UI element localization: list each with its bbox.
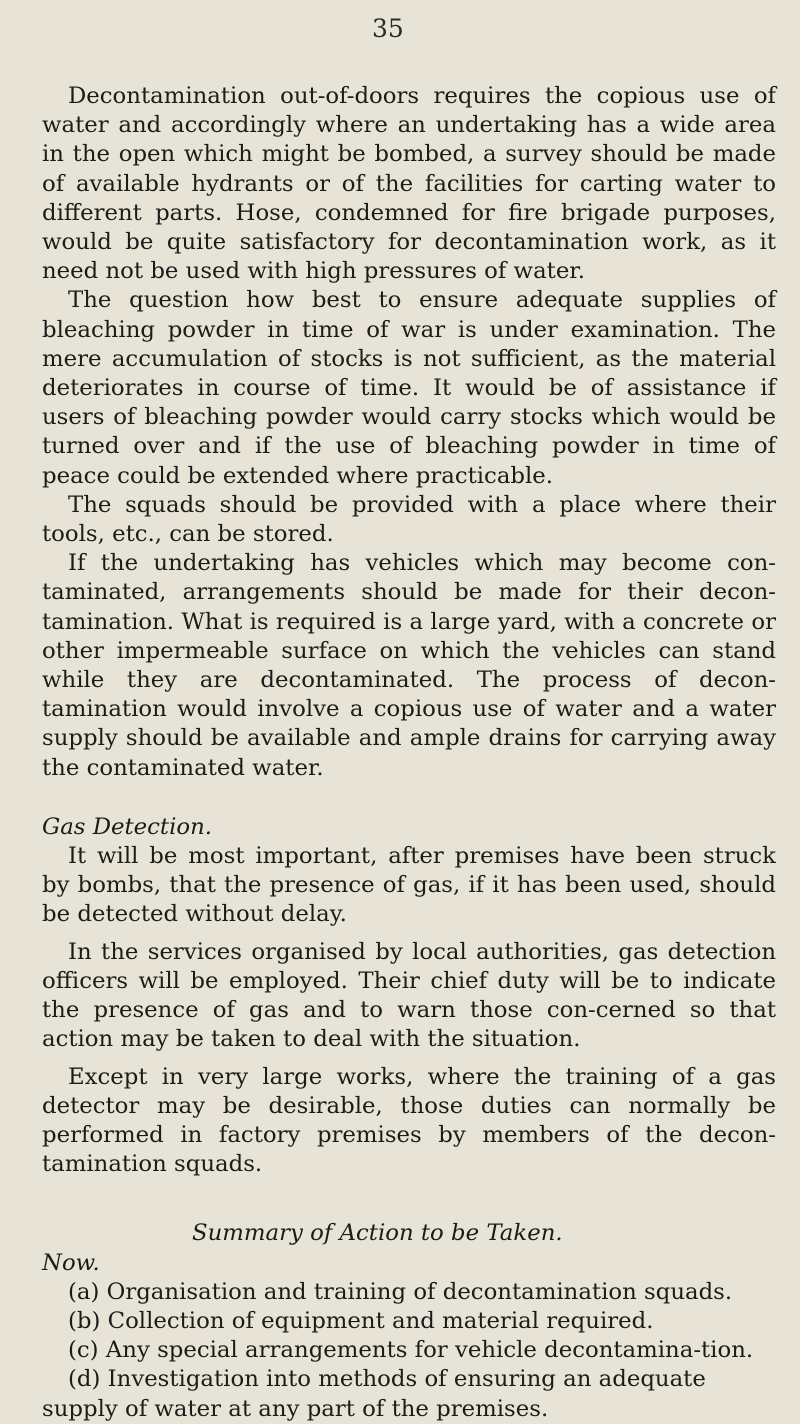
section-heading-summary: Summary of Action to be Taken. [192,1220,563,1247]
list-item: (b) Collection of equipment and material required. [68,1307,654,1334]
section-heading-gas-detection: Gas Detection. [42,813,213,840]
list-item: (a) Organisation and training of decontamination squads. [68,1278,733,1305]
list-item: (c) Any special arrangements for vehicle decontamina-tion. [68,1337,754,1364]
paragraph-vehicle-decontamination: If the undertaking has vehicles which may become con-taminated, arrangements should be made for their decon-tamination. What is required is a large yard, with a concrete or other impermeable surface on which the vehicles can stand while they are decontaminated. The process of decon-tamination would involve a copious use of water and a water supply should be available and ample drains for carrying away the contaminated water. [42,550,776,781]
page-number: 35 [372,14,404,43]
body-text [42,82,776,1424]
subheading-now: Now. [42,1249,100,1276]
list-item: (d) Investigation into methods of ensuring an adequate supply of water at any part of the premises. [42,1366,706,1422]
paragraph-tool-storage: The squads should be provided with a place where their tools, etc., can be stored. [42,491,776,548]
paragraph-gas-detection-2: In the services organised by local authorities, gas detection officers will be employed. Their chief duty will be to indicate the presence of gas and to warn those con-cerned so that action may be taken to deal with the situation. [42,938,776,1053]
paragraph-outdoor-decontamination: Decontamination out-of-doors requires the copious use of water and accordingly where an undertaking has a wide area in the open which might be bombed, a survey should be made of available hydrants or of the facilities for carting water to different parts. Hose, condemned for fire brigade purposes, would be quite satisfactory for decontamination work, as it need not be used with high pressures of water. [42,83,776,285]
paragraph-gas-detection-3: Except in very large works, where the training of a gas detector may be desirable, those duties can normally be performed in factory premises by members of the decon-tamination squads. [42,1063,776,1178]
paragraph-bleaching-powder: The question how best to ensure adequate supplies of bleaching powder in time of war is under examination. The mere accumulation of stocks is not sufficient, as the material deteriorates in course of time. It would be of assistance if users of bleaching powder would carry stocks which would be turned over and if the use of bleaching powder in time of peace could be extended where practicable. [42,287,776,489]
paragraph-gas-detection-1: It will be most important, after premises have been struck by bombs, that the presence of gas, if it has been used, should be detected without delay. [42,843,776,928]
